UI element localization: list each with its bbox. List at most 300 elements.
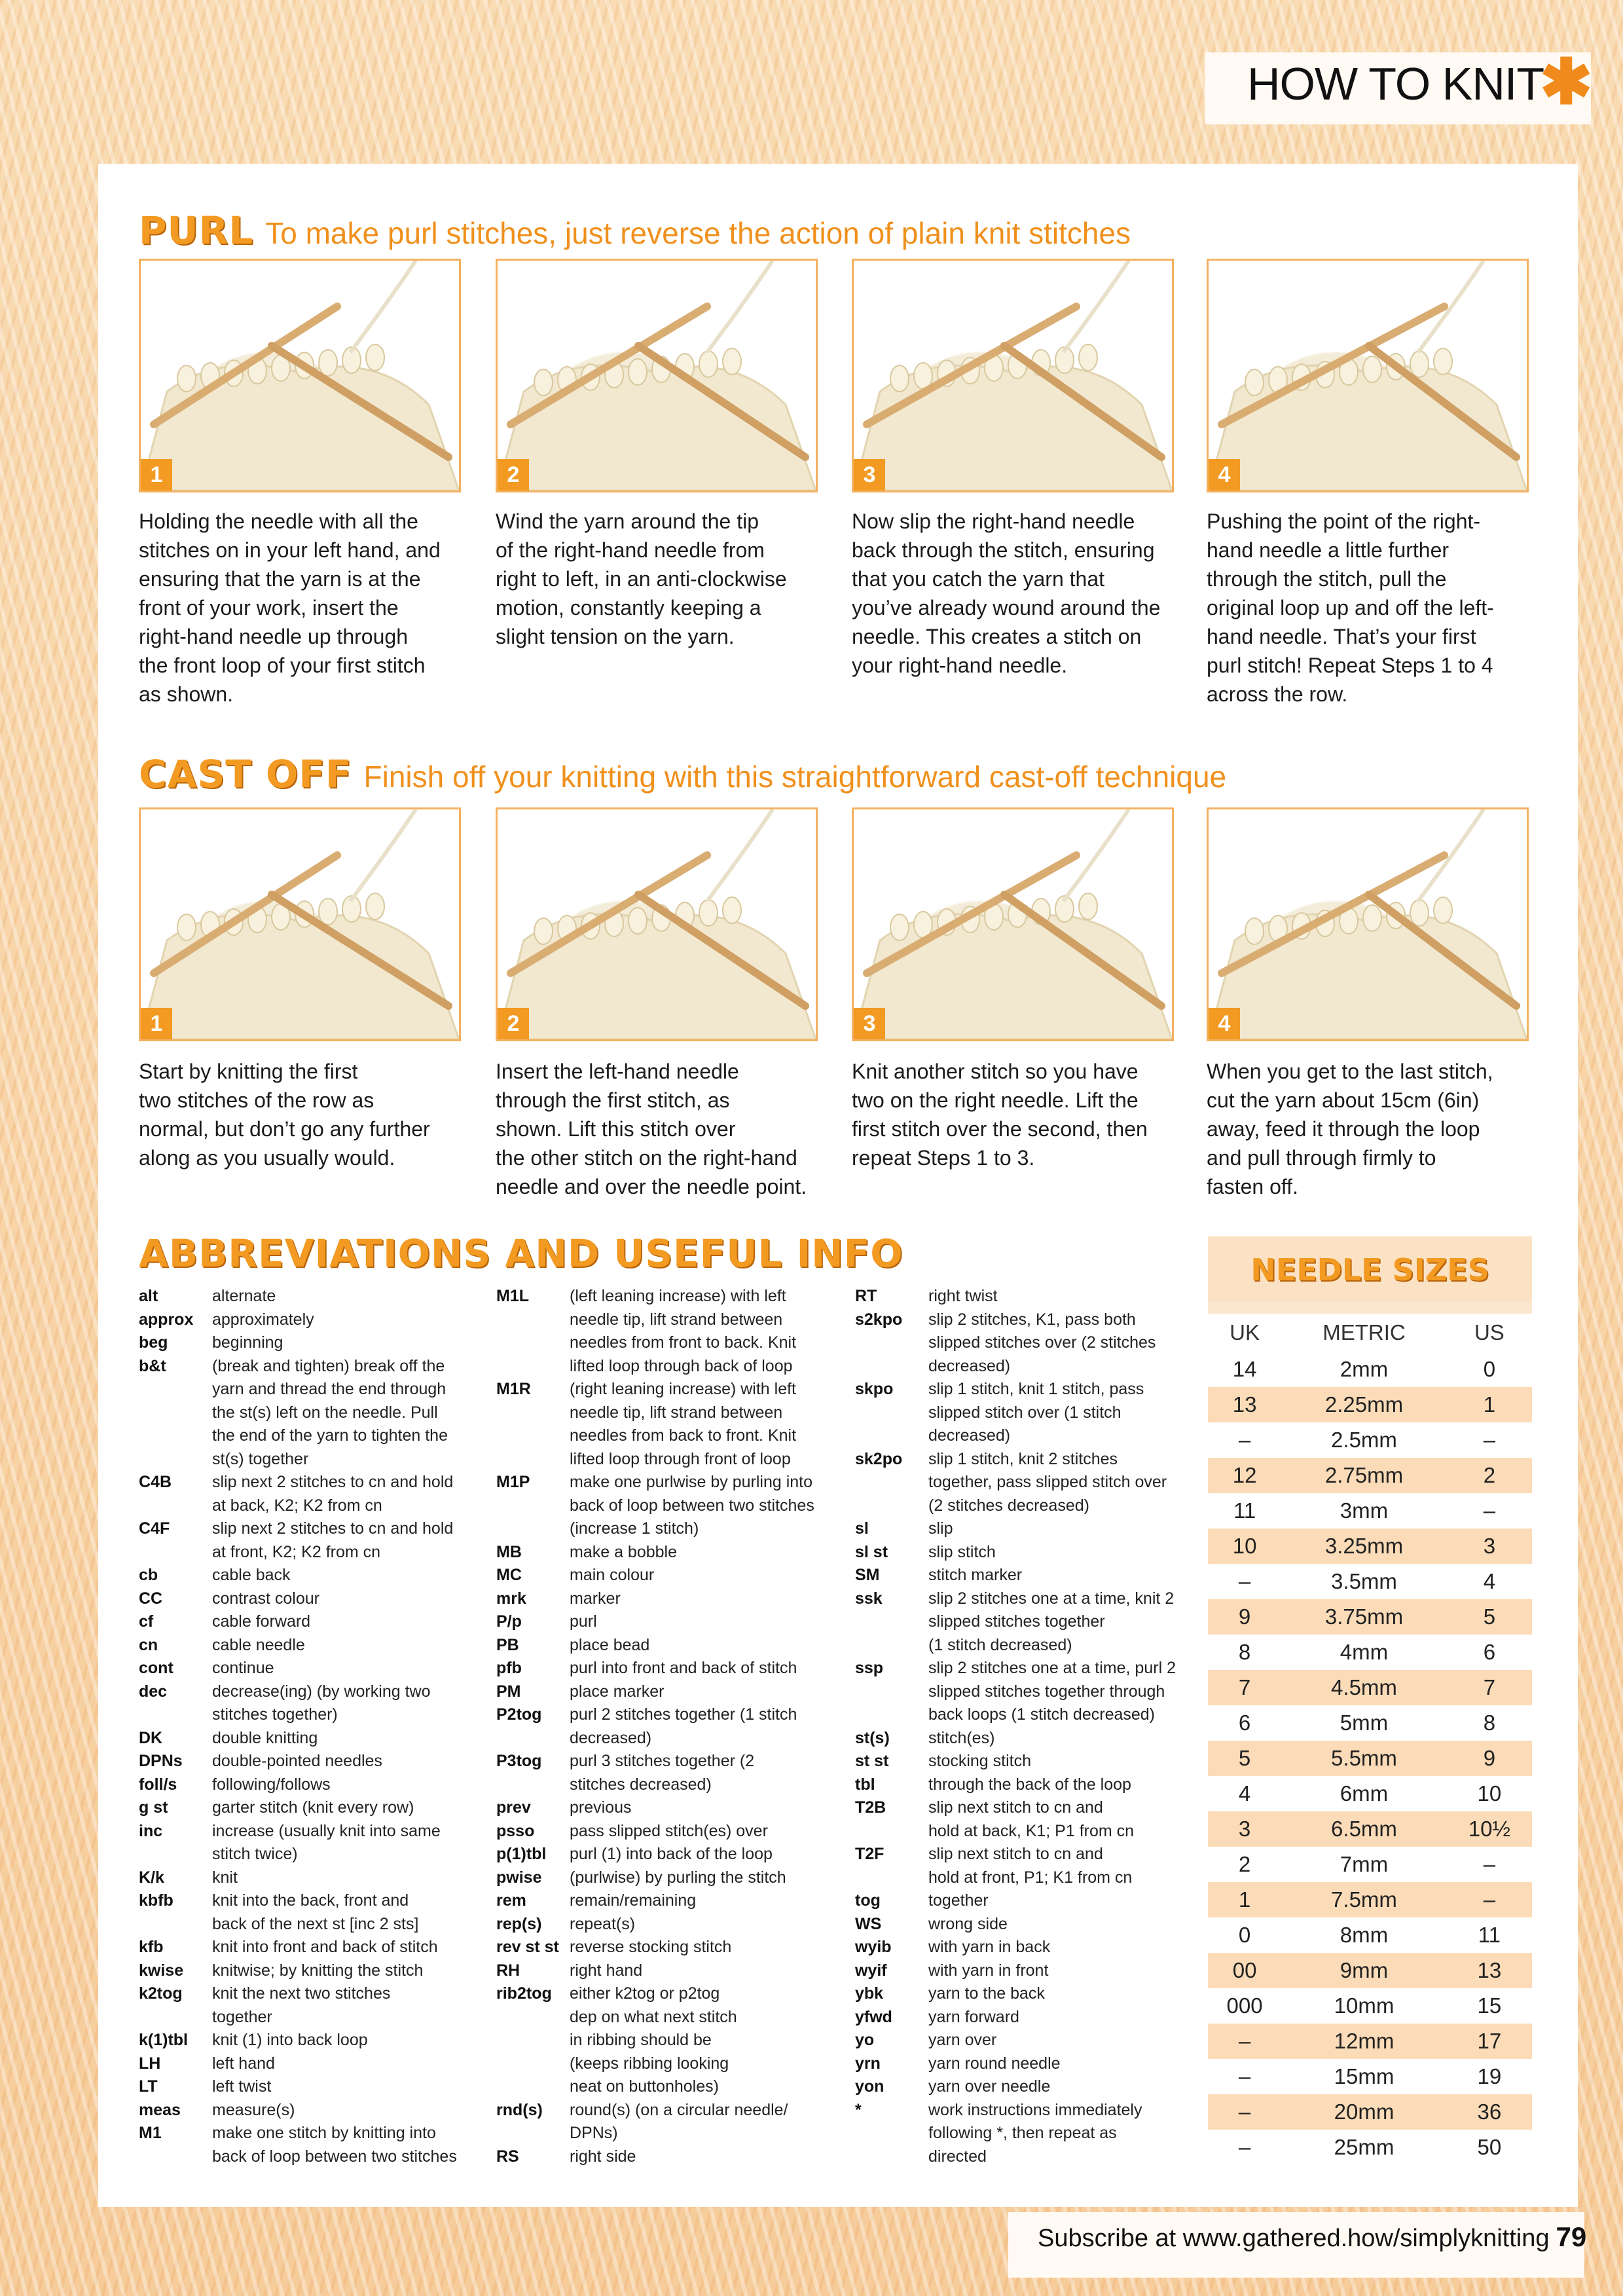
abbreviation-row bbox=[855, 1796, 1195, 1820]
abbreviation-term: skpo bbox=[855, 1380, 894, 1398]
abbreviation-term: DPNs bbox=[139, 1752, 183, 1770]
caption-line: of the right-hand needle from bbox=[496, 538, 765, 562]
purl-step-photo bbox=[496, 259, 818, 492]
abbreviation-row bbox=[139, 1843, 479, 1866]
uk-size-cell: 12 bbox=[1208, 1458, 1281, 1493]
caption-line: hand needle a little further bbox=[1207, 538, 1450, 562]
abbreviation-row bbox=[496, 1680, 837, 1704]
abbreviation-row bbox=[855, 1378, 1195, 1401]
abbreviation-meaning: stitches decreased) bbox=[570, 1775, 712, 1794]
us-size-cell: 5 bbox=[1447, 1599, 1532, 1635]
abbreviation-term: inc bbox=[139, 1821, 163, 1840]
abbreviation-row bbox=[855, 1355, 1195, 1379]
abbreviation-row bbox=[139, 1703, 479, 1727]
table-row bbox=[1208, 1741, 1532, 1776]
abbreviation-term bbox=[496, 1424, 570, 1448]
table-row bbox=[1208, 1564, 1532, 1599]
table-row bbox=[1208, 2024, 1532, 2059]
abbreviation-term: g st bbox=[139, 1798, 168, 1817]
abbreviation-term: alt bbox=[139, 1287, 158, 1305]
abbreviation-row bbox=[496, 1959, 837, 1983]
table-row bbox=[1208, 1776, 1532, 1811]
abbreviation-meaning: needle tip, lift strand between bbox=[570, 1310, 783, 1329]
abbreviation-meaning: yarn over bbox=[928, 2031, 997, 2049]
abbreviation-meaning: following/follows bbox=[212, 1775, 331, 1794]
uk-size-cell: – bbox=[1208, 1564, 1281, 1599]
caption-line: Wind the yarn around the tip bbox=[496, 509, 759, 533]
abbreviation-meaning: either k2tog or p2tog bbox=[570, 1984, 720, 2003]
table-row bbox=[1208, 1670, 1532, 1705]
abbreviation-row bbox=[139, 1913, 479, 1936]
abbreviation-row bbox=[139, 2075, 479, 2099]
abbreviation-term: tbl bbox=[855, 1775, 875, 1794]
abbreviation-term: K/k bbox=[139, 1868, 164, 1887]
step-number-badge: 4 bbox=[1209, 1008, 1240, 1039]
caption-line: the other stitch on the right-hand bbox=[496, 1146, 797, 1170]
us-size-cell: 10 bbox=[1447, 1776, 1532, 1811]
abbreviation-term: PB bbox=[496, 1635, 519, 1654]
abbreviation-term bbox=[139, 1913, 212, 1936]
caption-line: fasten off. bbox=[1207, 1175, 1298, 1198]
abbreviation-row bbox=[139, 1448, 479, 1472]
abbreviation-meaning: beginning bbox=[212, 1333, 283, 1352]
abbreviation-meaning: yarn forward bbox=[928, 2007, 1019, 2026]
abbreviation-row bbox=[139, 1424, 479, 1448]
abbreviation-term bbox=[855, 1401, 928, 1425]
abbreviation-meaning: slip next stitch to cn and bbox=[928, 1798, 1103, 1817]
abbreviation-row bbox=[496, 1285, 837, 1308]
abbreviation-meaning: slip 2 stitches, K1, pass both bbox=[928, 1310, 1136, 1329]
abbreviation-meaning: stitch twice) bbox=[212, 1845, 298, 1863]
abbreviation-row bbox=[496, 1657, 837, 1680]
abbreviation-row bbox=[855, 1471, 1195, 1494]
page-section-title: HOW TO KNIT bbox=[1247, 58, 1544, 109]
abbreviation-term bbox=[855, 1355, 928, 1379]
abbreviation-row bbox=[139, 1657, 479, 1680]
abbreviation-term: RT bbox=[855, 1287, 877, 1305]
abbreviations-column-1 bbox=[139, 1285, 479, 2168]
needle-sizes-panel bbox=[1208, 1236, 1532, 2161]
abbreviations-column-2 bbox=[496, 1285, 837, 2168]
step-number-badge: 1 bbox=[141, 459, 172, 491]
abbreviation-row bbox=[855, 1750, 1195, 1773]
castoff-step-photo bbox=[496, 807, 818, 1041]
table-row bbox=[1208, 2059, 1532, 2094]
caption-line: repeat Steps 1 to 3. bbox=[852, 1146, 1035, 1170]
table-row bbox=[1208, 1352, 1532, 1387]
uk-size-cell: 13 bbox=[1208, 1387, 1281, 1422]
abbreviation-meaning: slipped stitch over (1 stitch bbox=[928, 1403, 1122, 1422]
abbreviation-term: mrk bbox=[496, 1589, 526, 1608]
caption-line: right-hand needle up through bbox=[139, 625, 408, 648]
abbreviation-row bbox=[496, 1982, 837, 2006]
abbreviation-term bbox=[496, 1401, 570, 1425]
abbreviation-row bbox=[139, 2122, 479, 2145]
abbreviation-meaning: purl into front and back of stitch bbox=[570, 1659, 797, 1677]
abbreviation-meaning: right hand bbox=[570, 1961, 643, 1980]
table-row bbox=[1208, 1635, 1532, 1670]
caption-line: Knit another stitch so you have bbox=[852, 1060, 1139, 1083]
metric-size-cell: 20mm bbox=[1281, 2094, 1447, 2130]
abbreviation-term bbox=[139, 1541, 212, 1565]
abbreviation-meaning: left twist bbox=[212, 2077, 272, 2096]
abbreviation-meaning: purl (1) into back of the loop bbox=[570, 1845, 773, 1863]
uk-size-cell: 7 bbox=[1208, 1670, 1281, 1705]
abbreviation-term: * bbox=[855, 2100, 862, 2119]
abbreviation-row bbox=[139, 1773, 479, 1797]
us-size-cell: 36 bbox=[1447, 2094, 1532, 2130]
abbreviation-term: p(1)tbl bbox=[496, 1845, 547, 1863]
abbreviation-row bbox=[496, 1331, 837, 1355]
abbreviation-meaning: stitch marker bbox=[928, 1566, 1023, 1584]
metric-size-cell: 7mm bbox=[1281, 1847, 1447, 1882]
metric-size-cell: 3.5mm bbox=[1281, 1564, 1447, 1599]
abbreviation-row bbox=[496, 2099, 837, 2122]
abbreviation-meaning: hold at back, K1; P1 from cn bbox=[928, 1821, 1135, 1840]
abbreviation-term: rev st st bbox=[496, 1938, 559, 1956]
abbreviation-row bbox=[496, 1448, 837, 1472]
us-size-cell: 50 bbox=[1447, 2130, 1532, 2165]
abbreviation-term: yon bbox=[855, 2077, 884, 2096]
abbreviation-term bbox=[855, 1820, 928, 1843]
us-size-cell: – bbox=[1447, 1493, 1532, 1528]
table-row bbox=[1208, 1882, 1532, 1917]
abbreviation-term: wyif bbox=[855, 1961, 887, 1980]
abbreviation-term: sl bbox=[855, 1519, 869, 1538]
abbreviation-term: C4B bbox=[139, 1473, 172, 1491]
abbreviation-meaning: needle tip, lift strand between bbox=[570, 1403, 783, 1422]
abbreviation-term: rnd(s) bbox=[496, 2100, 543, 2119]
uk-size-cell: 00 bbox=[1208, 1953, 1281, 1988]
abbreviation-term bbox=[855, 1610, 928, 1634]
abbreviation-term: beg bbox=[139, 1333, 168, 1352]
purl-section-title bbox=[139, 208, 1131, 253]
step-number-badge: 2 bbox=[498, 459, 529, 491]
abbreviation-term: sk2po bbox=[855, 1449, 903, 1468]
abbreviation-row bbox=[855, 1773, 1195, 1797]
caption-line: first stitch over the second, then bbox=[852, 1117, 1148, 1141]
abbreviation-row bbox=[855, 1587, 1195, 1611]
us-size-cell: – bbox=[1447, 1422, 1532, 1458]
abbreviation-term: foll/s bbox=[139, 1775, 177, 1794]
abbreviation-meaning: alternate bbox=[212, 1287, 276, 1305]
castoff-heading: CAST OFF bbox=[139, 752, 352, 796]
abbreviation-row bbox=[855, 1564, 1195, 1587]
abbreviation-meaning: (2 stitches decreased) bbox=[928, 1496, 1089, 1515]
abbreviation-term bbox=[496, 2122, 570, 2145]
abbreviation-term: T2B bbox=[855, 1798, 886, 1817]
abbreviation-term: cont bbox=[139, 1659, 173, 1677]
abbreviation-row bbox=[496, 1727, 837, 1750]
uk-size-cell: – bbox=[1208, 2024, 1281, 2059]
abbreviation-row bbox=[496, 2029, 837, 2052]
metric-size-cell: 9mm bbox=[1281, 1953, 1447, 1988]
abbreviation-term: M1L bbox=[496, 1287, 529, 1305]
abbreviation-row bbox=[139, 1680, 479, 1704]
abbreviation-meaning: wrong side bbox=[928, 1914, 1008, 1933]
abbreviation-meaning: back loops (1 stitch decreased) bbox=[928, 1705, 1156, 1724]
abbreviation-term bbox=[496, 1517, 570, 1541]
asterisk-icon: ✱ bbox=[1540, 47, 1593, 117]
abbreviation-row bbox=[855, 1285, 1195, 1308]
uk-size-cell: 0 bbox=[1208, 1917, 1281, 1953]
abbreviation-row bbox=[855, 2006, 1195, 2029]
metric-size-cell: 3mm bbox=[1281, 1493, 1447, 1528]
us-size-cell: 1 bbox=[1447, 1387, 1532, 1422]
step-number-badge: 1 bbox=[141, 1008, 172, 1039]
abbreviation-meaning: measure(s) bbox=[212, 2100, 295, 2119]
abbreviation-row bbox=[139, 1796, 479, 1820]
abbreviation-meaning: continue bbox=[212, 1659, 274, 1677]
us-size-cell: 7 bbox=[1447, 1670, 1532, 1705]
abbreviation-meaning: slip next 2 stitches to cn and hold bbox=[212, 1473, 454, 1491]
abbreviation-meaning: slipped stitches together bbox=[928, 1612, 1105, 1631]
abbreviation-row bbox=[855, 1494, 1195, 1518]
metric-size-cell: 6mm bbox=[1281, 1776, 1447, 1811]
caption-line: as shown. bbox=[139, 682, 234, 706]
abbreviation-meaning: left hand bbox=[212, 2054, 275, 2073]
purl-subheading: To make purl stitches, just reverse the action of plain knit stitches bbox=[265, 216, 1131, 250]
abbreviation-row bbox=[855, 1448, 1195, 1472]
abbreviation-meaning: back of loop between two stitches bbox=[570, 1496, 814, 1515]
abbreviation-term: b&t bbox=[139, 1356, 166, 1375]
subscribe-text: Subscribe at www.gathered.how/simplyknitting bbox=[1038, 2225, 1550, 2252]
abbreviation-meaning: slip 2 stitches one at a time, purl 2 bbox=[928, 1659, 1176, 1677]
caption-line: hand needle. That’s your first bbox=[1207, 625, 1476, 648]
abbreviation-term bbox=[855, 1634, 928, 1657]
abbreviation-term bbox=[139, 1401, 212, 1425]
abbreviation-row bbox=[855, 2145, 1195, 2169]
caption-line: your right-hand needle. bbox=[852, 654, 1068, 677]
abbreviation-row bbox=[496, 2075, 837, 2099]
abbreviation-row bbox=[855, 2099, 1195, 2122]
abbreviation-row bbox=[496, 1401, 837, 1425]
abbreviation-row bbox=[855, 2052, 1195, 2076]
needle-sizes-table bbox=[1208, 1314, 1532, 2165]
abbreviation-term: psso bbox=[496, 1821, 535, 1840]
abbreviation-meaning: lifted loop through back of loop bbox=[570, 1356, 793, 1375]
castoff-section-title bbox=[139, 752, 1226, 796]
uk-size-cell: 9 bbox=[1208, 1599, 1281, 1635]
uk-size-cell: – bbox=[1208, 2094, 1281, 2130]
abbreviation-row bbox=[139, 1936, 479, 1959]
abbreviation-meaning: remain/remaining bbox=[570, 1891, 697, 1910]
table-row bbox=[1208, 1458, 1532, 1493]
abbreviation-term bbox=[139, 2145, 212, 2169]
abbreviation-row bbox=[496, 1587, 837, 1611]
us-size-cell: 6 bbox=[1447, 1635, 1532, 1670]
abbreviation-row bbox=[139, 1820, 479, 1843]
castoff-step-caption bbox=[852, 1057, 1182, 1172]
caption-line: Start by knitting the first bbox=[139, 1060, 358, 1083]
us-size-cell: 11 bbox=[1447, 1917, 1532, 1953]
abbreviation-term: kfb bbox=[139, 1938, 164, 1956]
abbreviation-term bbox=[496, 2006, 570, 2029]
uk-size-cell: 000 bbox=[1208, 1988, 1281, 2024]
abbreviation-row bbox=[855, 1424, 1195, 1448]
abbreviation-meaning: decreased) bbox=[928, 1426, 1011, 1445]
abbreviation-row bbox=[855, 1866, 1195, 1890]
abbreviation-term: meas bbox=[139, 2100, 181, 2119]
abbreviation-row bbox=[496, 1820, 837, 1843]
abbreviation-row bbox=[139, 1494, 479, 1518]
us-size-cell: 17 bbox=[1447, 2024, 1532, 2059]
abbreviation-row bbox=[139, 1587, 479, 1611]
abbreviation-meaning: yarn and thread the end through bbox=[212, 1380, 447, 1398]
abbreviation-meaning: with yarn in front bbox=[928, 1961, 1049, 1980]
metric-size-cell: 10mm bbox=[1281, 1988, 1447, 2024]
purl-step-caption bbox=[1207, 507, 1537, 709]
abbreviation-term bbox=[139, 1424, 212, 1448]
abbreviation-row bbox=[496, 1913, 837, 1936]
abbreviation-meaning: purl 3 stitches together (2 bbox=[570, 1752, 755, 1770]
abbreviation-meaning: cable needle bbox=[212, 1635, 305, 1654]
purl-heading: PURL bbox=[139, 208, 254, 253]
abbreviation-meaning: make one stitch by knitting into bbox=[212, 2124, 436, 2142]
abbreviation-meaning: marker bbox=[570, 1589, 621, 1608]
uk-size-cell: 2 bbox=[1208, 1847, 1281, 1882]
table-row bbox=[1208, 1953, 1532, 1988]
abbreviation-term: tog bbox=[855, 1891, 881, 1910]
abbreviation-term bbox=[496, 1355, 570, 1379]
column-header-metric: METRIC bbox=[1281, 1314, 1447, 1352]
us-size-cell: 19 bbox=[1447, 2059, 1532, 2094]
abbreviation-row bbox=[496, 1936, 837, 1959]
abbreviation-term: pfb bbox=[496, 1659, 522, 1677]
abbreviation-term: P2tog bbox=[496, 1705, 542, 1724]
us-size-cell: 2 bbox=[1447, 1458, 1532, 1493]
caption-line: cut the yarn about 15cm (6in) bbox=[1207, 1088, 1480, 1112]
caption-line: along as you usually would. bbox=[139, 1146, 395, 1170]
uk-size-cell: 14 bbox=[1208, 1352, 1281, 1387]
purl-step-caption bbox=[496, 507, 826, 651]
abbreviation-row bbox=[139, 1471, 479, 1494]
abbreviation-term bbox=[139, 1378, 212, 1401]
table-row bbox=[1208, 1811, 1532, 1847]
abbreviation-row bbox=[855, 1308, 1195, 1332]
column-header-us: US bbox=[1447, 1314, 1532, 1352]
abbreviation-row bbox=[855, 2122, 1195, 2145]
abbreviation-meaning: the st(s) left on the needle. Pull bbox=[212, 1403, 438, 1422]
metric-size-cell: 2mm bbox=[1281, 1352, 1447, 1387]
abbreviation-term bbox=[855, 1866, 928, 1890]
abbreviation-meaning: double-pointed needles bbox=[212, 1752, 382, 1770]
abbreviation-row bbox=[496, 1703, 837, 1727]
page-number: 79 bbox=[1556, 2221, 1587, 2252]
abbreviation-meaning: knit the next two stitches bbox=[212, 1984, 391, 2003]
abbreviation-meaning: at front, K2; K2 from cn bbox=[212, 1542, 381, 1561]
abbreviation-term: st st bbox=[855, 1752, 889, 1770]
abbreviation-term: k(1)tbl bbox=[139, 2031, 188, 2049]
abbreviation-meaning: needles from back to front. Knit bbox=[570, 1426, 797, 1445]
abbreviation-row bbox=[139, 1959, 479, 1983]
us-size-cell: – bbox=[1447, 1882, 1532, 1917]
us-size-cell: 0 bbox=[1447, 1352, 1532, 1387]
abbreviation-meaning: pass slipped stitch(es) over bbox=[570, 1821, 768, 1840]
abbreviation-term: cn bbox=[139, 1635, 158, 1654]
abbreviation-meaning: (increase 1 stitch) bbox=[570, 1519, 699, 1538]
abbreviation-term: st(s) bbox=[855, 1728, 890, 1747]
caption-line: through the first stitch, as bbox=[496, 1088, 730, 1112]
caption-line: stitches on in your left hand, and bbox=[139, 538, 441, 562]
abbreviation-meaning: (keeps ribbing looking bbox=[570, 2054, 729, 2073]
abbreviation-term bbox=[855, 1424, 928, 1448]
abbreviation-term: yfwd bbox=[855, 2007, 892, 2026]
uk-size-cell: 1 bbox=[1208, 1882, 1281, 1917]
metric-size-cell: 4mm bbox=[1281, 1635, 1447, 1670]
metric-size-cell: 25mm bbox=[1281, 2130, 1447, 2165]
abbreviation-term: approx bbox=[139, 1310, 194, 1329]
abbreviation-term: DK bbox=[139, 1728, 163, 1747]
abbreviation-row bbox=[139, 1285, 479, 1308]
abbreviation-term bbox=[139, 1703, 212, 1727]
abbreviation-row bbox=[855, 1889, 1195, 1913]
metric-size-cell: 2.5mm bbox=[1281, 1422, 1447, 1458]
abbreviation-term: cf bbox=[139, 1612, 154, 1631]
abbreviation-meaning: previous bbox=[570, 1798, 632, 1817]
metric-size-cell: 6.5mm bbox=[1281, 1811, 1447, 1847]
abbreviation-term bbox=[855, 1471, 928, 1494]
table-row bbox=[1208, 1493, 1532, 1528]
abbreviation-meaning: round(s) (on a circular needle/ bbox=[570, 2100, 788, 2119]
abbreviation-row bbox=[139, 2006, 479, 2029]
abbreviation-row bbox=[496, 1889, 837, 1913]
abbreviation-term: wyib bbox=[855, 1938, 892, 1956]
abbreviation-meaning: right side bbox=[570, 2147, 636, 2166]
metric-size-cell: 4.5mm bbox=[1281, 1670, 1447, 1705]
abbreviation-row bbox=[139, 1610, 479, 1634]
abbreviation-row bbox=[855, 1843, 1195, 1866]
castoff-step-photo bbox=[139, 807, 461, 1041]
abbreviation-row bbox=[855, 1657, 1195, 1680]
abbreviation-row bbox=[496, 1843, 837, 1866]
uk-size-cell: 4 bbox=[1208, 1776, 1281, 1811]
table-row bbox=[1208, 1988, 1532, 2024]
abbreviation-meaning: slipped stitches together through bbox=[928, 1682, 1165, 1701]
us-size-cell: 13 bbox=[1447, 1953, 1532, 1988]
castoff-step-caption bbox=[496, 1057, 826, 1201]
abbreviation-term bbox=[139, 1843, 212, 1866]
caption-line: across the row. bbox=[1207, 682, 1348, 706]
abbreviation-term: SM bbox=[855, 1566, 880, 1584]
abbreviation-meaning: cable forward bbox=[212, 1612, 311, 1631]
abbreviation-row bbox=[496, 2006, 837, 2029]
abbreviation-meaning: (right leaning increase) with left bbox=[570, 1380, 796, 1398]
abbreviation-term bbox=[139, 1494, 212, 1518]
abbreviation-meaning: stitch(es) bbox=[928, 1728, 995, 1747]
abbreviation-term: PM bbox=[496, 1682, 521, 1701]
abbreviation-term bbox=[855, 2145, 928, 2169]
caption-line: away, feed it through the loop bbox=[1207, 1117, 1480, 1141]
caption-line: back through the stitch, ensuring bbox=[852, 538, 1155, 562]
purl-step-photo bbox=[852, 259, 1174, 492]
metric-size-cell: 3.75mm bbox=[1281, 1599, 1447, 1635]
abbreviation-term: M1R bbox=[496, 1380, 531, 1398]
caption-line: needle and over the needle point. bbox=[496, 1175, 807, 1198]
abbreviation-term bbox=[496, 1448, 570, 1472]
abbreviation-meaning: together bbox=[212, 2007, 272, 2026]
abbreviation-meaning: needles from front to back. Knit bbox=[570, 1333, 797, 1352]
table-row bbox=[1208, 1917, 1532, 1953]
caption-line: two stitches of the row as bbox=[139, 1088, 374, 1112]
abbreviation-row bbox=[496, 1564, 837, 1587]
abbreviation-meaning: double knitting bbox=[212, 1728, 318, 1747]
abbreviation-meaning: in ribbing should be bbox=[570, 2031, 712, 2049]
abbreviation-term: dec bbox=[139, 1682, 168, 1701]
abbreviation-term: yrn bbox=[855, 2054, 881, 2073]
abbreviation-term: kwise bbox=[139, 1961, 184, 1980]
abbreviation-term: rib2tog bbox=[496, 1984, 552, 2003]
